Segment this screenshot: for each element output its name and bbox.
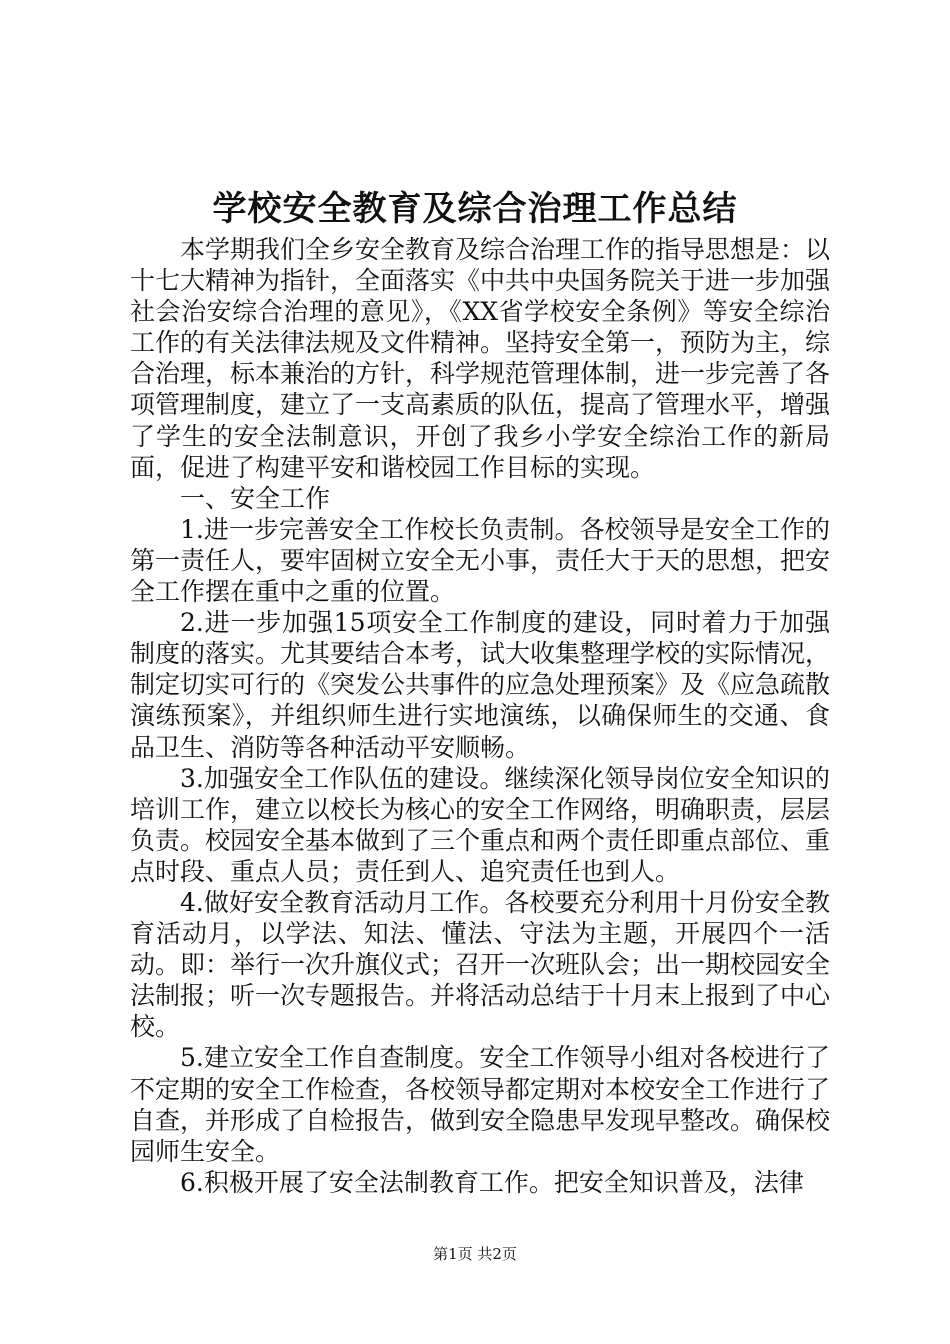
paragraph-item-3: 3.加强安全工作队伍的建设。继续深化领导岗位安全知识的培训工作，建立以校长为核心的安全工作网络，明确职责，层层负责。校园安全基本做到了三个重点和两个责任即重点部位、重点时段、重点人员；责任到人、追究责任也到人。	[130, 763, 831, 886]
paragraph-intro: 本学期我们全乡安全教育及综合治理工作的指导思想是：以十七大精神为指针，全面落实《中共中央国务院关于进一步加强社会治安综合治理的意见》，《XX省学校安全条例》等安全综治工作的有关法律法规及文件精神。坚持安全第一，预防为主，综合治理，标本兼治的方针，科学规范管理体制，进一步完善了各项管理制度，建立了一支高素质的队伍，提高了管理水平，增强了学生的安全法制意识，开创了我乡小学安全综治工作的新局面，促进了构建平安和谐校园工作目标的实现。	[130, 235, 831, 482]
document-title: 学校安全教育及综合治理工作总结	[212, 189, 738, 229]
document-body	[130, 234, 830, 1198]
paragraph-item-2: 2.进一步加强15项安全工作制度的建设，同时着力于加强制度的落实。尤其要结合本考，试大收集整理学校的实际情况，制定切实可行的《突发公共事件的应急处理预案》及《应急疏散演练预案》，并组织师生进行实地演练，以确保师生的交通、食品卫生、消防等各种活动平安顺畅。	[130, 608, 831, 762]
page-number-footer: 第1页 共2页	[433, 1245, 517, 1263]
paragraph-item-5: 5.建立安全工作自查制度。安全工作领导小组对各校进行了不定期的安全工作检查，各校领导都定期对本校安全工作进行了自查，并形成了自检报告，做到安全隐患早发现早整改。确保校园师生安全。	[130, 1043, 831, 1166]
paragraph-item-6: 6.积极开展了安全法制教育工作。把安全知识普及，法律	[180, 1167, 804, 1197]
paragraph-item-1: 1.进一步完善安全工作校长负责制。各校领导是安全工作的第一责任人，要牢固树立安全无小事，责任大于天的思想，把安全工作摆在重中之重的位置。	[130, 514, 831, 607]
paragraph-item-4: 4.做好安全教育活动月工作。各校要充分利用十月份安全教育活动月，以学法、知法、懂法、守法为主题，开展四个一活动。即：举行一次升旗仪式；召开一次班队会；出一期校园安全法制报；听一次专题报告。并将活动总结于十月末上报到了中心校。	[130, 887, 831, 1042]
section-heading-safety-work: 一、安全工作	[180, 483, 331, 513]
